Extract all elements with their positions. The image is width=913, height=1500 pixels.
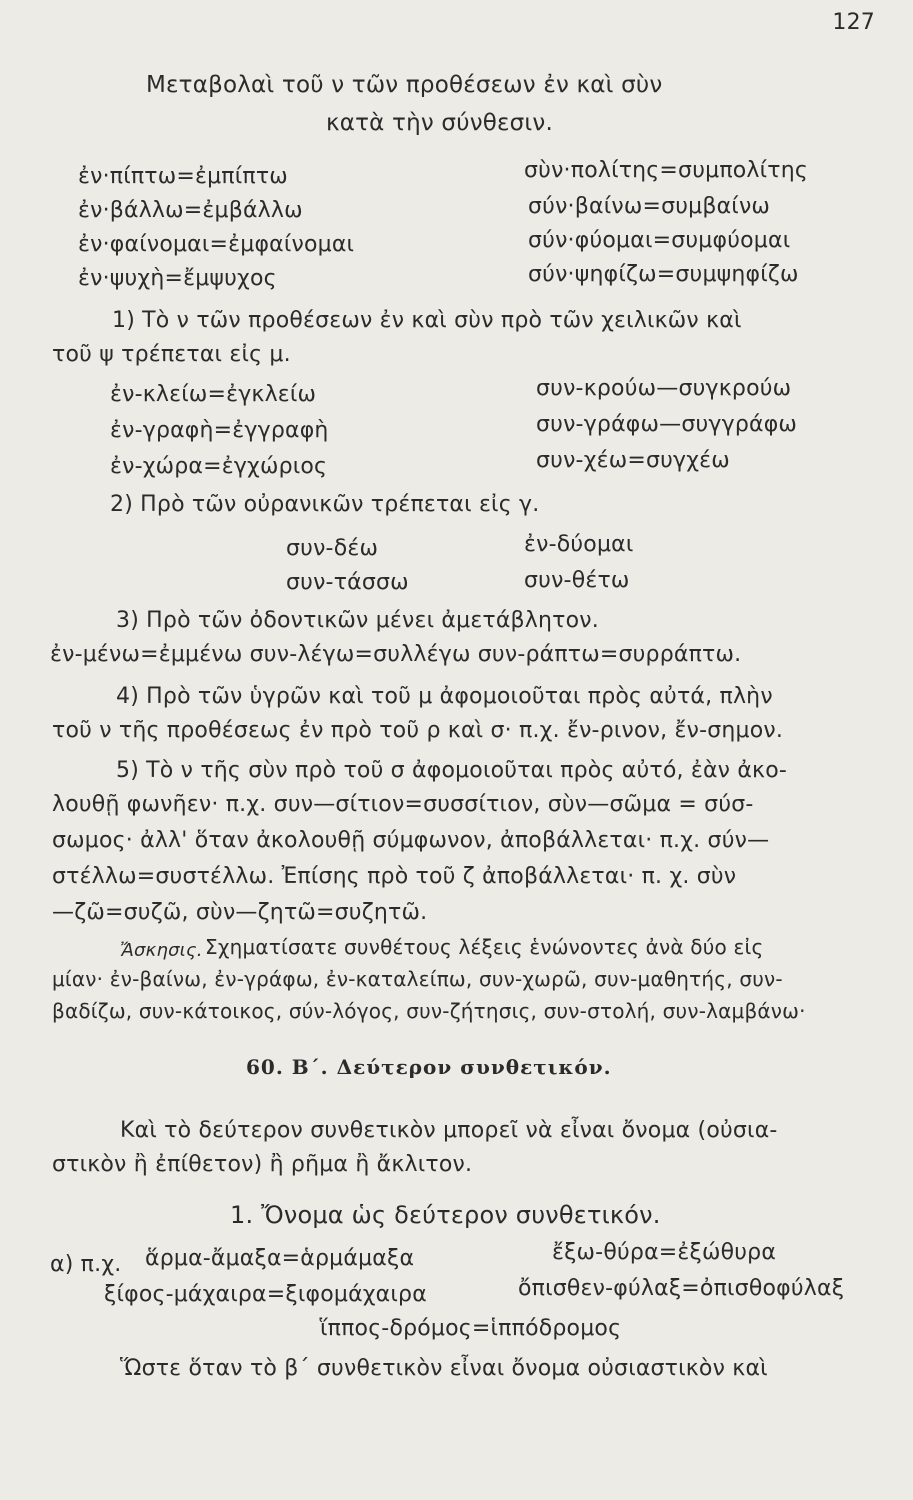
exercise-line-1: Σχηματίσατε συνθέτους λέξεις ἑνώνοντες ἀνὰ δύο εἰς <box>205 935 764 959</box>
example-a-label: α) π.χ. <box>50 1252 122 1277</box>
pair1-left-3: ἐν·φαίνομαι=ἐμφαίνομαι <box>78 232 355 257</box>
subheading: 1. Ὄνομα ὡς δεύτερον συνθετικόν. <box>230 1201 661 1229</box>
pair3-right-2: συν-θέτω <box>524 568 630 593</box>
exercise-label: Ἄσκησις. <box>120 940 203 961</box>
rule4-line-1: 4) Πρὸ τῶν ὑγρῶν καὶ τοῦ μ ἀφομοιοῦται πρὸς αὐτά, πλὴν <box>116 684 773 709</box>
pair1-right-1: σὺν·πολίτης=συμπολίτης <box>524 158 808 183</box>
pair2-right-3: συν-χέω=συγχέω <box>536 448 730 473</box>
rule4-line-2: τοῦ ν τῆς προθέσεως ἐν πρὸ τοῦ ρ καὶ σ· π.χ. ἔν-ρινον, ἔν-σημον. <box>52 718 784 743</box>
last-line: Ὥστε ὅταν τὸ β΄ συνθετικὸν εἶναι ὄνομα οὐσιαστικὸν καὶ <box>120 1356 768 1381</box>
intro-line-1: Καὶ τὸ δεύτερον συνθετικὸν μπορεῖ νὰ εἶναι ὄνομα (οὐσια- <box>120 1118 778 1143</box>
section-title: 60. Β΄. Δεύτερον συνθετικόν. <box>246 1055 612 1079</box>
example-right-2: ὄπισθεν-φύλαξ=ὀπισθοφύλαξ <box>518 1276 845 1301</box>
rule5-line-5: —ζῶ=συζῶ, σὺν—ζητῶ=συζητῶ. <box>52 900 428 925</box>
pair2-left-2: ἐν-γραφὴ=ἐγγραφὴ <box>110 418 329 443</box>
example-left-3: ἵππος-δρόμος=ἱππόδρομος <box>320 1316 622 1341</box>
pair1-left-1: ἐν·πίπτω=ἐμπίπτω <box>78 164 288 189</box>
pair2-right-1: συν-κρούω—συγκρούω <box>536 376 792 401</box>
rule1-line-1: 1) Τὸ ν τῶν προθέσεων ἐν καὶ σὺν πρὸ τῶν χειλικῶν καὶ <box>112 308 742 333</box>
pair1-right-2: σύν·βαίνω=συμβαίνω <box>528 194 771 219</box>
pair1-left-4: ἐν·ψυχὴ=ἔμψυχος <box>78 266 277 291</box>
intro-line-2: στικὸν ἢ ἐπίθετον) ἢ ρῆμα ἢ ἄκλιτον. <box>52 1152 473 1177</box>
pair1-left-2: ἐν·βάλλω=ἐμβάλλω <box>78 198 303 223</box>
rule2-text: 2) Πρὸ τῶν οὐρανικῶν τρέπεται εἰς γ. <box>110 492 540 517</box>
pair2-left-3: ἐν-χώρα=ἐγχώριος <box>110 454 328 479</box>
pair3-left-1: συν-δέω <box>286 536 379 561</box>
pair1-right-3: σύν·φύομαι=συμφύομαι <box>528 228 791 253</box>
page-number: 127 <box>832 10 875 35</box>
rule5-line-2: λουθῇ φωνῆεν· π.χ. συν—σίτιον=συσσίτιον, σὺν—σῶμα = σύσ- <box>52 792 754 817</box>
example-left-2: ξίφος-μάχαιρα=ξιφομάχαιρα <box>104 1282 427 1307</box>
heading-line-1: Μεταβολαὶ τοῦ ν τῶν προθέσεων ἐν καὶ σὺν <box>146 72 663 98</box>
pair3-left-2: συν-τάσσω <box>286 570 409 595</box>
pair2-left-1: ἐν-κλείω=ἐγκλείω <box>110 382 317 407</box>
exercise-line-3: βαδίζω, συν-κάτοικος, σύν-λόγος, συν-ζήτησις, συν-στολή, συν-λαμβάνω· <box>52 999 806 1023</box>
pair3-right-1: ἐν-δύομαι <box>524 532 634 557</box>
rule1-line-2: τοῦ ψ τρέπεται εἰς μ. <box>52 342 291 367</box>
rule5-line-1: 5) Τὸ ν τῆς σὺν πρὸ τοῦ σ ἀφομοιοῦται πρὸς αὐτό, ἐὰν ἀκο- <box>116 758 788 783</box>
heading-line-2: κατὰ τὴν σύνθεσιν. <box>326 110 553 136</box>
example-right-1: ἔξω-θύρα=ἐξώθυρα <box>552 1240 777 1265</box>
rule5-line-3: σωμος· ἀλλ' ὅταν ἀκολουθῇ σύμφωνον, ἀποβάλλεται· π.χ. σύν— <box>52 828 770 853</box>
example-left-1: ἅρμα-ἄμαξα=ἁρμάμαξα <box>145 1246 415 1271</box>
exercise-line-2: μίαν· ἐν-βαίνω, ἐν-γράφω, ἐν-καταλείπω, συν-χωρῶ, συν-μαθητής, συν- <box>52 967 783 991</box>
rule5-line-4: στέλλω=συστέλλω. Ἐπίσης πρὸ τοῦ ζ ἀποβάλλεται· π. χ. σὺν <box>52 864 737 889</box>
pair1-right-4: σύν·ψηφίζω=συμψηφίζω <box>528 262 799 287</box>
rule3-line-2: ἐν-μένω=ἐμμένω συν-λέγω=συλλέγω συν-ράπτω=συρράπτω. <box>50 642 742 667</box>
pair2-right-2: συν-γράφω—συγγράφω <box>536 412 798 437</box>
rule3-line-1: 3) Πρὸ τῶν ὀδοντικῶν μένει ἀμετάβλητον. <box>116 608 599 633</box>
